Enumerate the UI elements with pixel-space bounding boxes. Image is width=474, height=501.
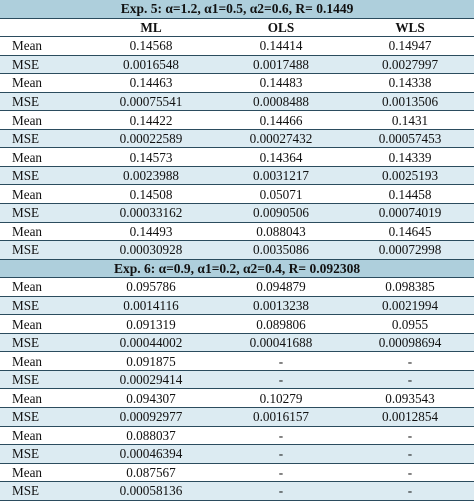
ols-value: - — [216, 445, 346, 464]
table-row — [0, 408, 474, 427]
table-row — [0, 296, 474, 315]
row-label: Mean — [0, 37, 86, 56]
ml-value: 0.088037 — [86, 426, 216, 445]
table-row — [0, 389, 474, 408]
wls-value: - — [346, 482, 474, 501]
table-row — [0, 185, 474, 204]
table-row — [0, 92, 474, 111]
ml-value: 0.00092977 — [86, 408, 216, 427]
table-row — [0, 315, 474, 334]
ml-value: 0.14573 — [86, 148, 216, 167]
column-header-row — [0, 18, 474, 37]
table-row — [0, 74, 474, 93]
ml-value: 0.0014116 — [86, 296, 216, 315]
ml-value: 0.00033162 — [86, 204, 216, 223]
table-row — [0, 111, 474, 130]
wls-value: 0.098385 — [346, 278, 474, 297]
ols-value: - — [216, 482, 346, 501]
ols-value: 0.00027432 — [216, 129, 346, 148]
wls-value: 0.00098694 — [346, 333, 474, 352]
ols-value: 0.0035086 — [216, 241, 346, 260]
ols-value: 0.0031217 — [216, 166, 346, 185]
ols-value: 0.05071 — [216, 185, 346, 204]
ml-value: 0.00044002 — [86, 333, 216, 352]
table-row — [0, 166, 474, 185]
table-row — [0, 278, 474, 297]
row-label: MSE — [0, 241, 86, 260]
wls-value: 0.0013506 — [346, 92, 474, 111]
ml-value: 0.14508 — [86, 185, 216, 204]
ols-value: 0.0017488 — [216, 55, 346, 74]
row-label: Mean — [0, 278, 86, 297]
wls-value: 0.0027997 — [346, 55, 474, 74]
wls-value: 0.00074019 — [346, 204, 474, 223]
ml-value: 0.14463 — [86, 74, 216, 93]
ols-value: - — [216, 352, 346, 371]
row-label: Mean — [0, 426, 86, 445]
ols-value: 0.089806 — [216, 315, 346, 334]
row-label: MSE — [0, 296, 86, 315]
ml-value: 0.00046394 — [86, 445, 216, 464]
ols-value: 0.14466 — [216, 111, 346, 130]
row-label: Mean — [0, 352, 86, 371]
ols-value: 0.0013238 — [216, 296, 346, 315]
ml-value: 0.094307 — [86, 389, 216, 408]
ols-value: 0.0016157 — [216, 408, 346, 427]
ml-value: 0.00075541 — [86, 92, 216, 111]
ml-value: 0.091319 — [86, 315, 216, 334]
row-label: MSE — [0, 482, 86, 501]
wls-value: - — [346, 352, 474, 371]
table-row — [0, 55, 474, 74]
ols-value: 0.0090506 — [216, 204, 346, 223]
ols-value: 0.0008488 — [216, 92, 346, 111]
row-label: Mean — [0, 185, 86, 204]
ml-value: 0.00022589 — [86, 129, 216, 148]
ols-value: 0.14414 — [216, 37, 346, 56]
row-label: Mean — [0, 389, 86, 408]
wls-value: 0.0021994 — [346, 296, 474, 315]
wls-value: 0.093543 — [346, 389, 474, 408]
ols-value: - — [216, 426, 346, 445]
table-row — [0, 129, 474, 148]
exp5-title: Exp. 5: α=1.2, α1=0.5, α2=0.6, R= 0.1449 — [0, 0, 474, 18]
row-label: Mean — [0, 222, 86, 241]
ml-value: 0.14422 — [86, 111, 216, 130]
wls-value: 0.00057453 — [346, 129, 474, 148]
row-label: Mean — [0, 315, 86, 334]
ols-value: 0.14364 — [216, 148, 346, 167]
row-label: MSE — [0, 92, 86, 111]
wls-value: 0.14458 — [346, 185, 474, 204]
table-row — [0, 445, 474, 464]
table-row — [0, 37, 474, 56]
ols-value: 0.094879 — [216, 278, 346, 297]
row-label: MSE — [0, 55, 86, 74]
header-wls: WLS — [346, 18, 474, 37]
table-row — [0, 426, 474, 445]
row-label: Mean — [0, 74, 86, 93]
wls-value: - — [346, 445, 474, 464]
row-label: Mean — [0, 111, 86, 130]
header-ml: ML — [86, 18, 216, 37]
wls-value: - — [346, 370, 474, 389]
table-row — [0, 482, 474, 501]
ml-value: 0.00029414 — [86, 370, 216, 389]
row-label: MSE — [0, 370, 86, 389]
ml-value: 0.0016548 — [86, 55, 216, 74]
wls-value: 0.00072998 — [346, 241, 474, 260]
table-row — [0, 148, 474, 167]
wls-value: 0.14947 — [346, 37, 474, 56]
table-row — [0, 352, 474, 371]
ml-value: 0.00030928 — [86, 241, 216, 260]
exp5-title-row — [0, 0, 474, 18]
wls-value: 0.14645 — [346, 222, 474, 241]
wls-value: 0.1431 — [346, 111, 474, 130]
ols-value: 0.14483 — [216, 74, 346, 93]
row-label: MSE — [0, 408, 86, 427]
wls-value: 0.14339 — [346, 148, 474, 167]
row-label: Mean — [0, 148, 86, 167]
wls-value: 0.0955 — [346, 315, 474, 334]
ml-value: 0.14568 — [86, 37, 216, 56]
ml-value: 0.0023988 — [86, 166, 216, 185]
header-empty-cell — [0, 18, 86, 37]
table-row — [0, 222, 474, 241]
exp6-title-row — [0, 259, 474, 278]
row-label: MSE — [0, 166, 86, 185]
ols-value: 0.00041688 — [216, 333, 346, 352]
table-row — [0, 333, 474, 352]
ols-value: 0.088043 — [216, 222, 346, 241]
ml-value: 0.091875 — [86, 352, 216, 371]
exp6-title: Exp. 6: α=0.9, α1=0.2, α2=0.4, R= 0.092308 — [0, 259, 474, 278]
row-label: MSE — [0, 333, 86, 352]
table-row — [0, 241, 474, 260]
wls-value: 0.0012854 — [346, 408, 474, 427]
ml-value: 0.095786 — [86, 278, 216, 297]
ml-value: 0.00058136 — [86, 482, 216, 501]
wls-value: - — [346, 463, 474, 482]
ols-value: - — [216, 463, 346, 482]
row-label: MSE — [0, 445, 86, 464]
wls-value: 0.0025193 — [346, 166, 474, 185]
row-label: MSE — [0, 204, 86, 223]
table-row — [0, 204, 474, 223]
table-row — [0, 463, 474, 482]
row-label: MSE — [0, 129, 86, 148]
header-ols: OLS — [216, 18, 346, 37]
ols-value: 0.10279 — [216, 389, 346, 408]
ml-value: 0.087567 — [86, 463, 216, 482]
ols-value: - — [216, 370, 346, 389]
ml-value: 0.14493 — [86, 222, 216, 241]
row-label: Mean — [0, 463, 86, 482]
wls-value: 0.14338 — [346, 74, 474, 93]
wls-value: - — [346, 426, 474, 445]
table-row — [0, 370, 474, 389]
